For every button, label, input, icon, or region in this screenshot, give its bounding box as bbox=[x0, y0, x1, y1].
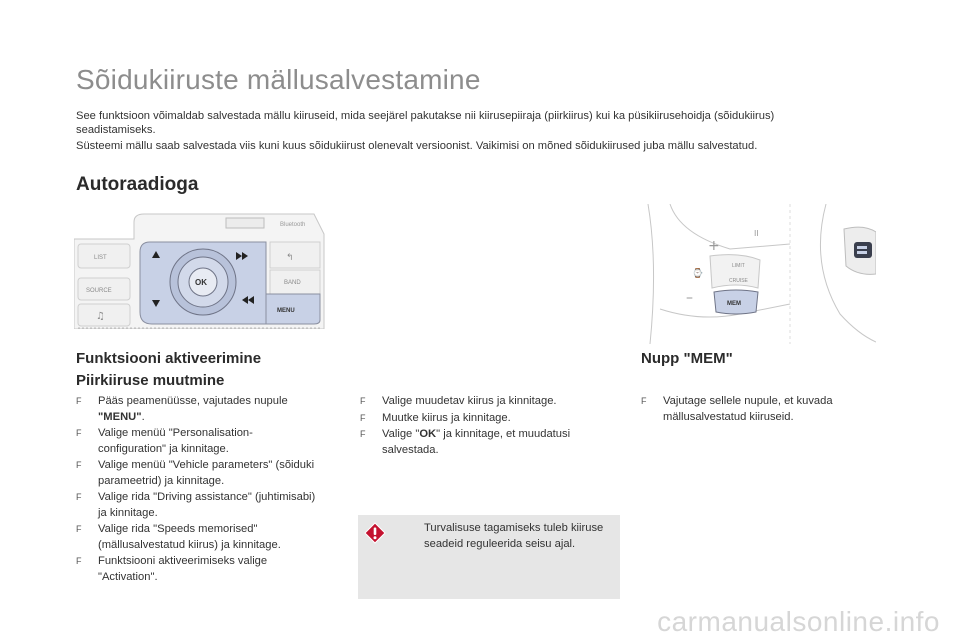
radio-panel-illustration bbox=[74, 204, 344, 329]
bullet-icon: F bbox=[76, 492, 82, 502]
bullet-icon: F bbox=[76, 428, 82, 438]
middle-steps-list bbox=[360, 394, 610, 459]
right-steps-list bbox=[641, 394, 866, 426]
ok-label: OK bbox=[195, 278, 207, 287]
list-item: F Valige rida "Speeds memorised" (mällusalvestatud kiirus) ja kinnitage. bbox=[76, 523, 281, 551]
list-item: F Vajutage sellele nupule, et kuvada mällusalvestatud kiiruseid. bbox=[641, 395, 833, 423]
section-heading: Autoraadioga bbox=[76, 174, 199, 195]
bullet-icon: F bbox=[360, 396, 366, 406]
mem-label: MEM bbox=[727, 301, 741, 307]
list-item: F Muutke kiirus ja kinnitage. bbox=[360, 411, 610, 427]
footer-watermark: carmanualsonline.info bbox=[657, 606, 940, 637]
list-item: F Valige muudetav kiirus ja kinnitage. bbox=[360, 394, 610, 410]
list-item: F Valige "OK" ja kinnitage, et muudatusi salvestada. bbox=[360, 428, 571, 456]
plus-icon: + bbox=[708, 238, 720, 254]
intro-line-1: See funktsioon võimaldab salvestada mällu kiiruseid, mida seejärel pakutakse nii kiirusepiiraja (piirkiirus) kui ka püsikiirusehoidja (sõidukiirus) bbox=[76, 110, 775, 122]
back-arrow-icon: ↰ bbox=[286, 253, 294, 263]
list-item: F Valige menüü "Vehicle parameters" (sõiduki parameetrid) ja kinnitage. bbox=[76, 459, 315, 487]
list-item: F Valige menüü "Personalisation-configuration" ja kinnitage. bbox=[76, 427, 253, 455]
list-label: LIST bbox=[94, 255, 107, 261]
left-heading-1: Funktsiooni aktiveerimine bbox=[76, 350, 262, 367]
bullet-icon: F bbox=[76, 556, 82, 566]
minus-icon: – bbox=[686, 290, 693, 306]
bullet-icon: F bbox=[76, 524, 82, 534]
bullet-icon: F bbox=[76, 396, 82, 406]
page-title: Sõidukiiruste mällusalvestamine bbox=[76, 64, 481, 95]
cruise-label: CRUISE bbox=[729, 278, 748, 284]
right-heading: Nupp "MEM" bbox=[641, 350, 733, 367]
steering-wheel-illustration bbox=[640, 204, 876, 344]
left-steps-list bbox=[76, 394, 316, 586]
bullet-icon: F bbox=[360, 412, 366, 423]
bullet-icon: F bbox=[360, 429, 366, 439]
warning-exclamation-icon bbox=[364, 522, 386, 544]
warning-text: Turvalisuse tagamiseks tuleb kiiruse seadeid reguleerida seisu ajal. bbox=[424, 522, 604, 550]
bullet-icon: F bbox=[76, 460, 82, 470]
limit-label: LIMIT bbox=[732, 263, 745, 269]
list-item: F Valige rida "Driving assistance" (juhtimisabi) ja kinnitage. bbox=[76, 491, 316, 519]
pause-icon: II bbox=[754, 229, 759, 238]
band-label: BAND bbox=[284, 280, 301, 286]
source-label: SOURCE bbox=[86, 288, 112, 294]
bullet-icon: F bbox=[641, 396, 647, 406]
speedometer-icon: ⌚ bbox=[692, 269, 704, 279]
list-item: F Funktsiooni aktiveerimiseks valige "Activation". bbox=[76, 555, 268, 583]
menu-label: MENU bbox=[277, 308, 295, 314]
intro-line-2: seadistamiseks. bbox=[76, 124, 156, 136]
left-heading-2: Piirkiiruse muutmine bbox=[76, 372, 225, 389]
music-note-icon: ♫ bbox=[96, 311, 105, 322]
intro-line-3: Süsteemi mällu saab salvestada viis kuni kuus sõidukiirust olenevalt versioonist. Vaikimisi on mõned sõidukiirused juba mällu salvestatud. bbox=[76, 140, 758, 152]
list-item: F Pääs peamenüüsse, vajutades nupule "MENU". bbox=[76, 395, 288, 423]
bluetooth-label: Bluetooth bbox=[280, 222, 306, 228]
